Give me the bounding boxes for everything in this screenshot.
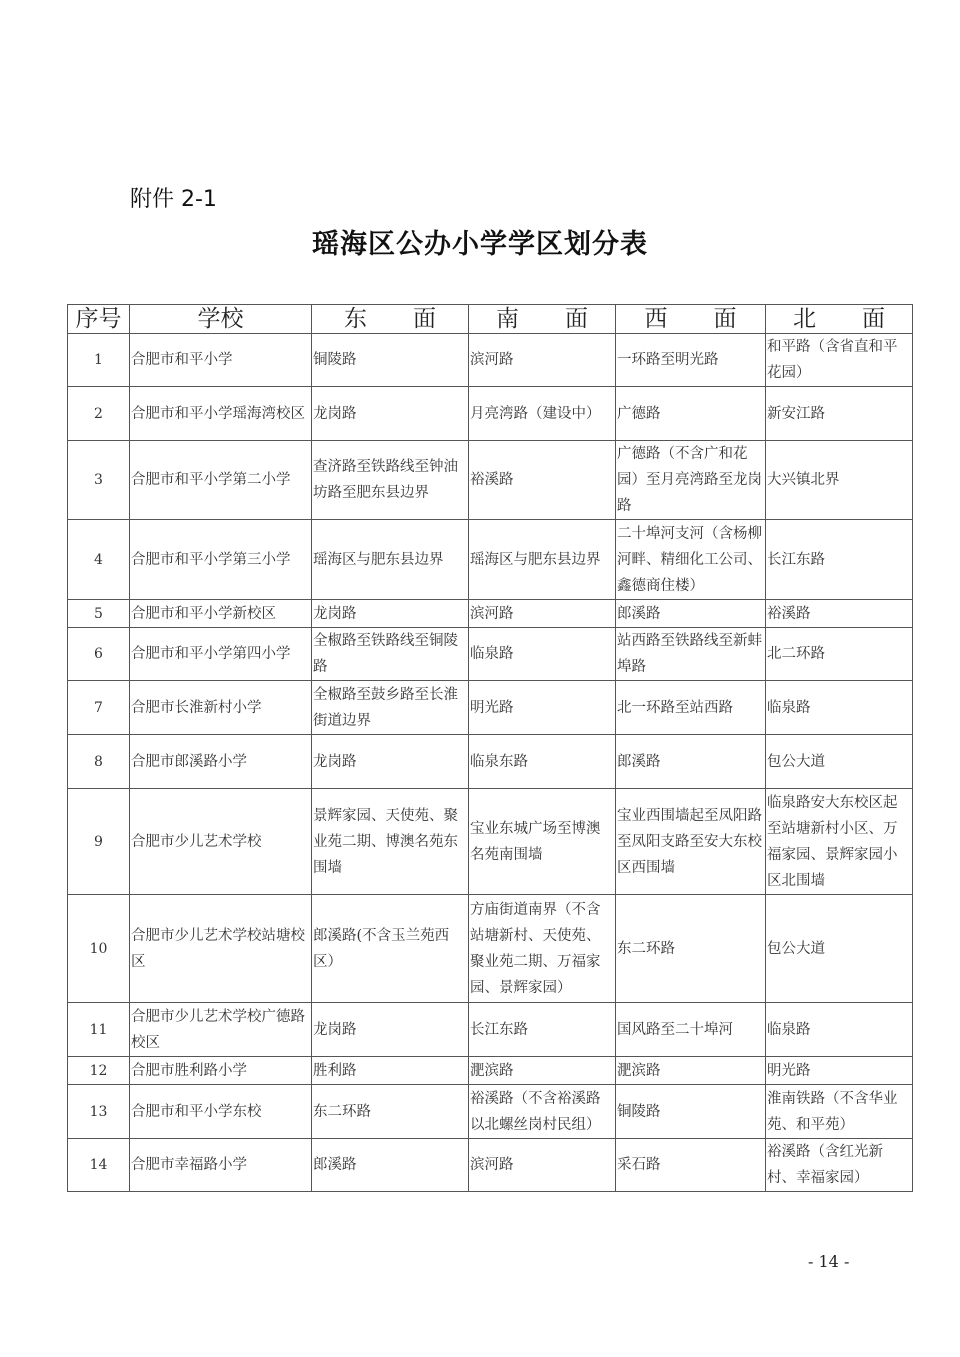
cell-west: 二十埠河支河（含杨柳河畔、精细化工公司、鑫德商住楼） (616, 520, 766, 600)
cell-north: 大兴镇北界 (766, 441, 913, 520)
cell-index: 12 (68, 1057, 130, 1085)
cell-south: 滨河路 (469, 600, 616, 628)
cell-south: 裕溪路 (469, 441, 616, 520)
table-row (68, 1085, 913, 1139)
cell-east: 龙岗路 (312, 600, 469, 628)
header-east: 东 面 (312, 305, 469, 334)
cell-index: 14 (68, 1139, 130, 1192)
cell-south: 临泉路 (469, 628, 616, 681)
cell-west: 郎溪路 (616, 735, 766, 789)
cell-west: 宝业西围墙起至凤阳路至凤阳支路至安大东校区西围墙 (616, 789, 766, 895)
cell-north: 裕溪路（含红光新村、幸福家园） (766, 1139, 913, 1192)
cell-north: 包公大道 (766, 895, 913, 1003)
cell-east: 全椒路至铁路线至铜陵路 (312, 628, 469, 681)
table-row (68, 895, 913, 1003)
cell-school: 合肥市和平小学瑶海湾校区 (130, 387, 312, 441)
cell-west: 北一环路至站西路 (616, 681, 766, 735)
cell-index: 2 (68, 387, 130, 441)
cell-south: 明光路 (469, 681, 616, 735)
cell-west: 一环路至明光路 (616, 334, 766, 387)
cell-east: 龙岗路 (312, 735, 469, 789)
cell-south: 宝业东城广场至博澳名苑南围墙 (469, 789, 616, 895)
cell-south: 长江东路 (469, 1003, 616, 1057)
cell-school: 合肥市和平小学 (130, 334, 312, 387)
cell-index: 3 (68, 441, 130, 520)
cell-index: 10 (68, 895, 130, 1003)
document-title: 瑶海区公办小学学区划分表 (312, 229, 648, 260)
cell-north: 裕溪路 (766, 600, 913, 628)
cell-school: 合肥市胜利路小学 (130, 1057, 312, 1085)
cell-south: 月亮湾路（建设中） (469, 387, 616, 441)
header-north: 北 面 (766, 305, 913, 334)
cell-index: 9 (68, 789, 130, 895)
table-row (68, 520, 913, 600)
cell-west: 广德路（不含广和花园）至月亮湾路至龙岗路 (616, 441, 766, 520)
school-district-table (67, 304, 913, 1192)
cell-south: 瑶海区与肥东县边界 (469, 520, 616, 600)
cell-school: 合肥市少儿艺术学校站塘校区 (130, 895, 312, 1003)
cell-north: 和平路（含省直和平花园） (766, 334, 913, 387)
cell-school: 合肥市和平小学第四小学 (130, 628, 312, 681)
table-row (68, 600, 913, 628)
cell-index: 8 (68, 735, 130, 789)
cell-school: 合肥市和平小学新校区 (130, 600, 312, 628)
cell-west: 郎溪路 (616, 600, 766, 628)
cell-north: 临泉路 (766, 681, 913, 735)
cell-west: 国风路至二十埠河 (616, 1003, 766, 1057)
cell-east: 胜利路 (312, 1057, 469, 1085)
table-row (68, 735, 913, 789)
cell-east: 全椒路至鼓乡路至长淮街道边界 (312, 681, 469, 735)
cell-west: 采石路 (616, 1139, 766, 1192)
header-south: 南 面 (469, 305, 616, 334)
cell-north: 北二环路 (766, 628, 913, 681)
cell-index: 5 (68, 600, 130, 628)
cell-school: 合肥市少儿艺术学校广德路校区 (130, 1003, 312, 1057)
cell-north: 长江东路 (766, 520, 913, 600)
cell-south: 方庙街道南界（不含站塘新村、天使苑、聚业苑二期、万福家园、景辉家园） (469, 895, 616, 1003)
table-row (68, 441, 913, 520)
cell-north: 淮南铁路（不含华业苑、和平苑） (766, 1085, 913, 1139)
table-row (68, 789, 913, 895)
cell-north: 包公大道 (766, 735, 913, 789)
cell-east: 瑶海区与肥东县边界 (312, 520, 469, 600)
header-school: 学校 (130, 305, 312, 334)
cell-index: 4 (68, 520, 130, 600)
header-index: 序号 (68, 305, 130, 334)
cell-east: 景辉家园、天使苑、聚业苑二期、博澳名苑东围墙 (312, 789, 469, 895)
cell-south: 裕溪路（不含裕溪路以北螺丝岗村民组） (469, 1085, 616, 1139)
cell-school: 合肥市少儿艺术学校 (130, 789, 312, 895)
cell-north: 临泉路安大东校区起至站塘新村小区、万福家园、景辉家园小区北围墙 (766, 789, 913, 895)
cell-south: 淝滨路 (469, 1057, 616, 1085)
cell-east: 铜陵路 (312, 334, 469, 387)
cell-index: 11 (68, 1003, 130, 1057)
cell-north: 明光路 (766, 1057, 913, 1085)
cell-index: 1 (68, 334, 130, 387)
cell-north: 临泉路 (766, 1003, 913, 1057)
cell-west: 站西路至铁路线至新蚌埠路 (616, 628, 766, 681)
table-row (68, 1003, 913, 1057)
cell-east: 郎溪路 (312, 1139, 469, 1192)
cell-school: 合肥市和平小学东校 (130, 1085, 312, 1139)
cell-east: 龙岗路 (312, 1003, 469, 1057)
cell-west: 淝滨路 (616, 1057, 766, 1085)
cell-south: 滨河路 (469, 1139, 616, 1192)
table-header-row (68, 305, 913, 334)
cell-school: 合肥市幸福路小学 (130, 1139, 312, 1192)
cell-index: 7 (68, 681, 130, 735)
table-row (68, 1139, 913, 1192)
cell-south: 滨河路 (469, 334, 616, 387)
cell-west: 东二环路 (616, 895, 766, 1003)
cell-school: 合肥市和平小学第三小学 (130, 520, 312, 600)
cell-east: 东二环路 (312, 1085, 469, 1139)
cell-index: 13 (68, 1085, 130, 1139)
cell-school: 合肥市和平小学第二小学 (130, 441, 312, 520)
cell-east: 郎溪路(不含玉兰苑西区） (312, 895, 469, 1003)
table-row (68, 681, 913, 735)
cell-west: 铜陵路 (616, 1085, 766, 1139)
attachment-label: 附件 2-1 (130, 187, 217, 212)
header-west: 西 面 (616, 305, 766, 334)
cell-school: 合肥市郎溪路小学 (130, 735, 312, 789)
page-number: - 14 - (808, 1252, 850, 1271)
cell-index: 6 (68, 628, 130, 681)
cell-west: 广德路 (616, 387, 766, 441)
table-row (68, 387, 913, 441)
cell-north: 新安江路 (766, 387, 913, 441)
cell-east: 龙岗路 (312, 387, 469, 441)
cell-east: 查济路至铁路线至钟油坊路至肥东县边界 (312, 441, 469, 520)
cell-school: 合肥市长淮新村小学 (130, 681, 312, 735)
table-row (68, 628, 913, 681)
table-row (68, 1057, 913, 1085)
table-row (68, 334, 913, 387)
cell-south: 临泉东路 (469, 735, 616, 789)
